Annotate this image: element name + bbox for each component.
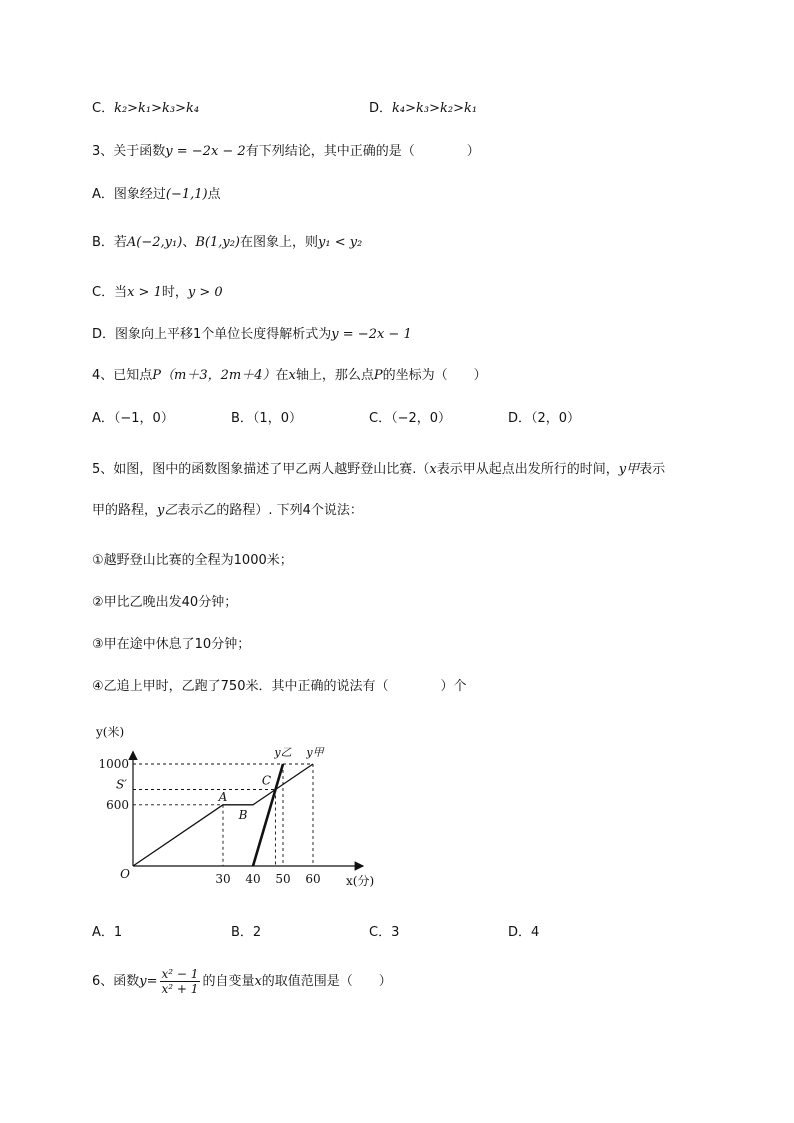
q5-option-d: D．4 [508,925,540,940]
q6-fraction: $\frac{\text{x² − 1}}{\text{x² + 1}}$ [161,967,199,996]
q5-statement-1: ①越野登山比赛的全程为1000米； [92,553,293,568]
x-tick-label: 60 [305,872,321,886]
point-label-a: A [218,789,228,804]
point-label-b: B [238,807,248,822]
q4-stem: 4、已知点P（m＋3，2m＋4）在x轴上，那么点P的坐标为（ ） [92,368,487,383]
origin-label: O [120,867,130,881]
q5-option-b: B．2 [231,925,262,940]
q5-statement-2: ②甲比乙晚出发40分钟； [92,595,238,610]
y-tick-label: 1000 [98,757,129,771]
x-axis-label: x(分) [346,874,375,888]
y-axis-label: y(米) [96,725,125,739]
q3-option-d: D．图象向上平移1个单位长度得解析式为y = −2x − 1 [92,327,412,342]
x-tick-label: 50 [275,872,291,886]
race-chart [92,718,392,898]
point-label-c: C [261,773,272,788]
q5-option-a: A．1 [92,925,123,940]
q5-stem-line1: 5、如图，图中的函数图象描述了甲乙两人越野登山比赛.（x表示甲从起点出发所行的时间，y甲表示 [92,462,666,477]
q4-option-a: A．（−1，0） [92,411,174,426]
q2-option-c: C．k₂>k₁>k₃>k₄ [92,101,200,116]
y-tick-label: 600 [106,797,129,812]
q6-stem: 6、函数y= $\frac{\text{x² − 1}}{\text{x² + 1}}$ 的自变量x的取值范围是（ ） [92,967,392,996]
q4-option-b: B．（1，0） [231,411,302,426]
q5-stem-line2: 甲的路程，y乙表示乙的路程）. 下列4个说法： [92,503,363,518]
q3-stem: 3、关于函数y = −2x − 2有下列结论，其中正确的是（ ） [92,144,480,159]
q4-option-d: D．（2，0） [508,411,581,426]
x-tick-label: 40 [245,872,261,886]
q5-statement-3: ③甲在途中休息了10分钟； [92,637,251,652]
series-label-jia: y甲 [306,746,324,759]
series-jia-line [133,764,313,866]
series-label-yi: y乙 [274,746,292,759]
q3-option-b: B．若A(−2,y₁)、B(1,y₂)在图象上，则y₁ < y₂ [92,235,363,250]
q4-option-c: C．（−2，0） [369,411,452,426]
q5-statement-4: ④乙追上甲时，乙跑了750米．其中正确的说法有（ ）个 [92,679,467,694]
q2-option-d: D．k₄>k₃>k₂>k₁ [369,101,478,116]
q3-option-c: C．当x > 1时，y > 0 [92,285,223,300]
q3-option-a: A．图象经过(−1,1)点 [92,187,221,202]
q5-option-c: C．3 [369,925,400,940]
y-tick-label: S′ [116,777,127,792]
x-tick-label: 30 [215,872,231,886]
